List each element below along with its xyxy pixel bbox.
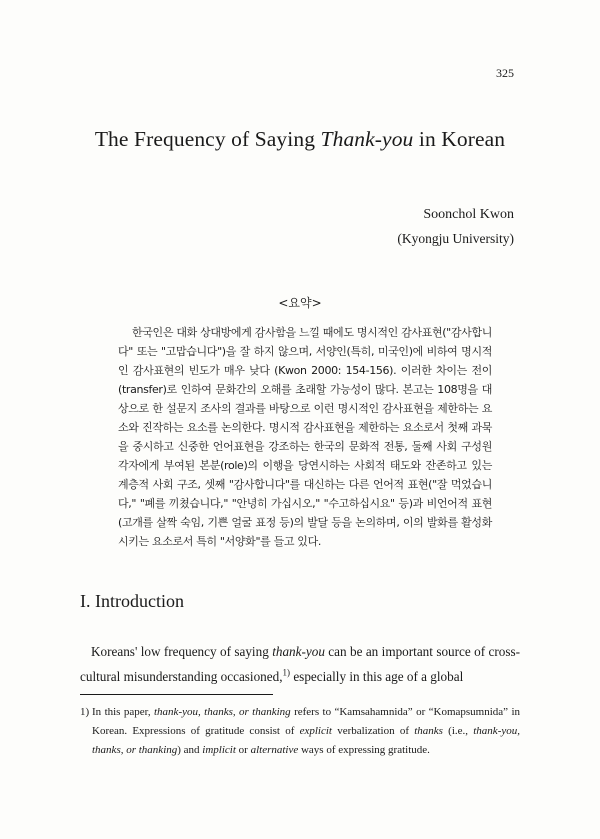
abstract-heading: <요약> [278, 296, 322, 310]
footnote-text-2: refers to “Kamsahamnida” or “Komapsumnida” in Korean. Expressions of gratitude consist of [92, 706, 521, 737]
footnote-text-7: ways of expressing gratitude. [298, 744, 430, 756]
footnote-italic-3: thanks [414, 725, 443, 737]
footnote-italic-1: thank-you, thanks, or thanking [154, 706, 291, 718]
footnote-text-4: (i.e., [442, 725, 474, 737]
page-number: 325 [496, 66, 514, 80]
footnote [80, 703, 520, 760]
footnote-text-3: verbalization of [331, 725, 415, 737]
title-text-italic: Thank-you [320, 127, 414, 151]
abstract-text: 한국인은 대화 상대방에게 감사함을 느낄 때에도 명시적인 감사표현("감사합니다" 또는 "고맙습니다")을 잘 하지 않으며, 서양인(특히, 미국인)에 비하여 명시적인 감사표현의 빈도가 매우 낮다 (Kwon 2000: 154-156). 이러한 차이는 전이(transfer)로 인하여 문화간의 오해를 초래할 가능성이 많다. 본고는 108명을 대상으로 한 설문지 조사의 결과를 바탕으로 이런 명시적인 감사표현을 제한하는 요소와 진작하는 요소를 논의한다. 명시적 감사표현을 제한하는 요소로서 첫째 과묵을 중시하고 신중한 언어표현을 강조하는 한국의 문화적 전통, 둘째 사회 구성원 각자에게 부여된 본분(role)의 이행을 당연시하는 사회적 태도와 잔존하고 있는 계층적 사회 구조, 셋째 "감사합니다"를 대신하는 다른 언어적 표현("잘 먹었습니다," "폐를 끼쳤습니다," "안녕히 가십시오," "수고하십시요" 등)과 비언어적 표현(고개를 살짝 숙임, 기쁜 얼굴 표정 등)의 발달 등을 논의하며, 이의 발화를 활성화시키는 요소로서 특히 "서양화"를 들고 있다. [118, 326, 492, 548]
author-name: Soonchol Kwon [423, 207, 514, 222]
intro-text-3: especially in this age of a global [290, 669, 464, 684]
paper-title [0, 127, 600, 152]
footnote-italic-6: alternative [250, 744, 299, 756]
intro-text-1: Koreans' low frequency of saying [91, 644, 273, 659]
footnote-text [92, 703, 520, 760]
footnote-text-1: In this paper, [92, 706, 154, 718]
footnote-ref[interactable]: 1) [282, 667, 291, 678]
footnote-text-6: or [235, 744, 251, 756]
author-affiliation: (Kyongju University) [397, 231, 514, 246]
footnote-divider [80, 694, 273, 695]
footnote-number: 1) [80, 706, 90, 718]
intro-italic-1: thank-you [272, 644, 325, 659]
intro-paragraph [80, 639, 520, 689]
section-heading: I. Introduction [80, 591, 184, 611]
footnote-text-5: ) and [177, 744, 203, 756]
title-text-before: The Frequency of Saying [94, 127, 321, 151]
footnote-italic-5: implicit [202, 744, 236, 756]
intro-text-2: can be an important source of cross-cultural misunderstanding occasioned, [80, 644, 521, 684]
title-text-after: in Korean [413, 127, 506, 151]
footnote-italic-2: explicit [299, 725, 332, 737]
footnote-italic-4: thank-you, thanks, or thanking [92, 725, 520, 756]
